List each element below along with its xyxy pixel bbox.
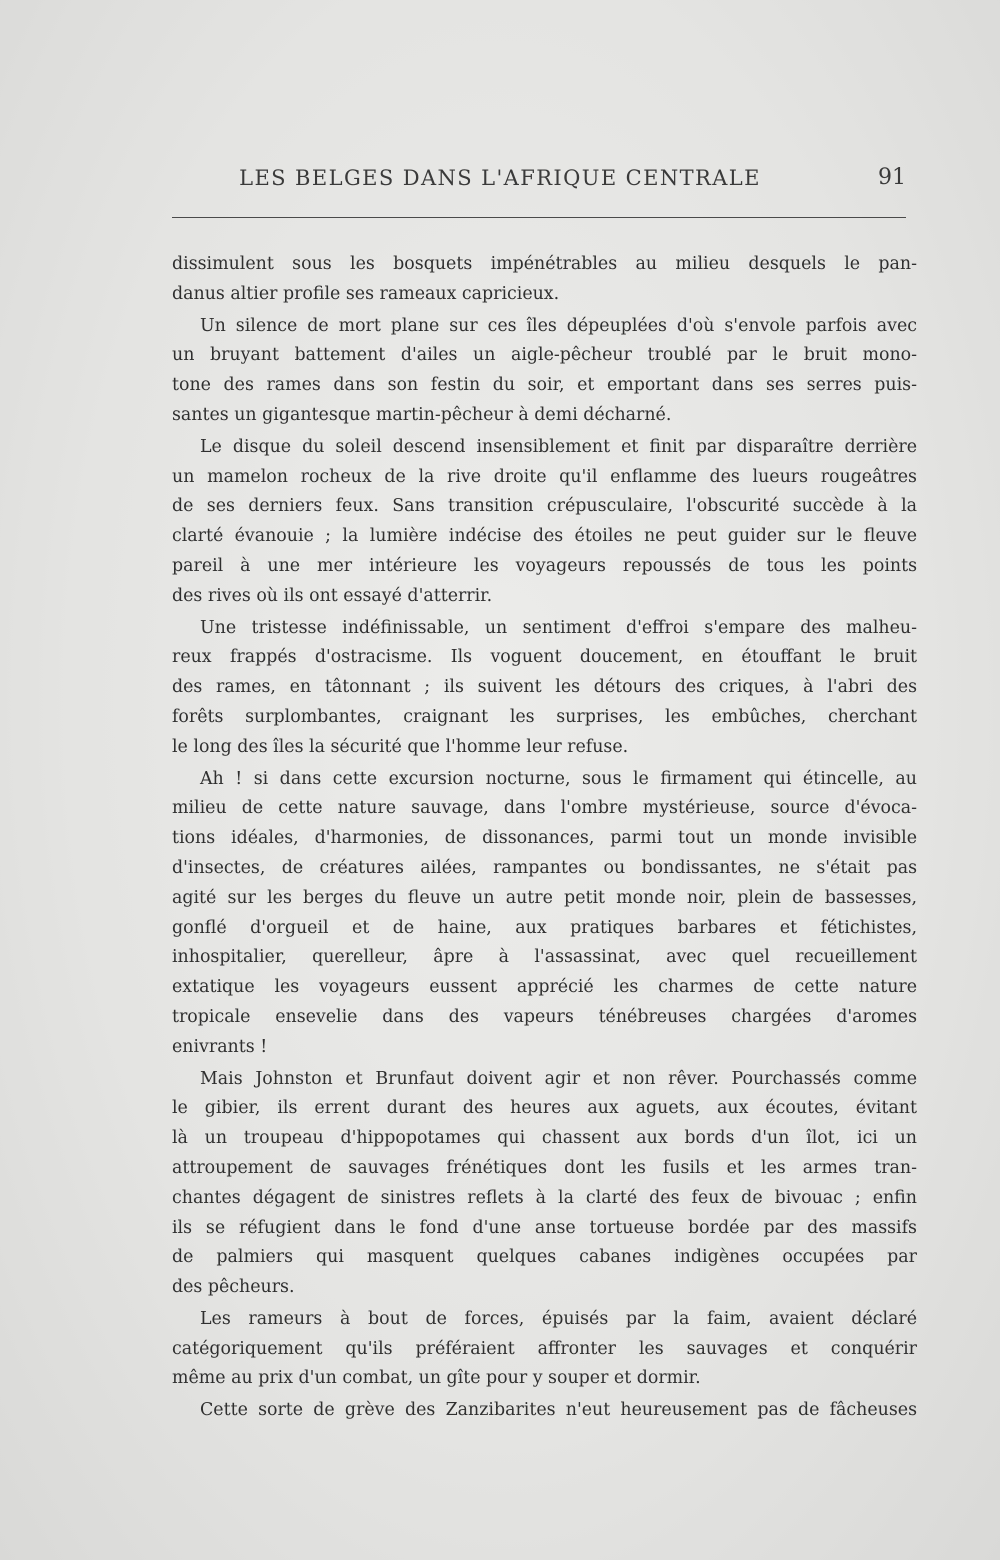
text-line: de ses derniers feux. Sans transition crépusculaire, l'obscurité succède à la [172,496,917,517]
text-line: milieu de cette nature sauvage, dans l'ombre mystérieuse, source d'évoca- [172,798,917,819]
text-line: reux frappés d'ostracisme. Ils voguent doucement, en étouffant le bruit [172,647,917,668]
paragraph [172,312,917,431]
text-line: des rames, en tâtonnant ; ils suivent les détours des criques, à l'abri des [172,677,917,698]
page-number: 91 [878,165,906,190]
text-line: des pêcheurs. [172,1277,295,1298]
text-line: agité sur les berges du fleuve un autre petit monde noir, plein de bassesses, [172,887,917,908]
paragraph [172,1396,917,1426]
text-line: Un silence de mort plane sur ces îles dépeuplées d'où s'envole parfois avec [200,315,917,336]
header-rule [172,217,906,218]
text-line: un mamelon rocheux de la rive droite qu'il enflamme des lueurs rougeâtres [172,466,917,487]
text-line: enivrants ! [172,1036,268,1057]
text-line: santes un gigantesque martin-pêcheur à demi décharné. [172,404,672,425]
text-line: Mais Johnston et Brunfaut doivent agir et non rêver. Pourchassés comme [200,1068,917,1089]
text-line: forêts surplombantes, craignant les surprises, les embûches, cherchant [172,706,917,727]
text-line: danus altier profile ses rameaux capricieux. [172,283,560,304]
paragraph [172,250,917,310]
text-line: gonflé d'orgueil et de haine, aux pratiques barbares et fétichistes, [172,917,917,938]
text-line: des rives où ils ont essayé d'atterrir. [172,585,493,606]
text-line: catégoriquement qu'ils préféraient affronter les sauvages et conquérir [172,1338,917,1359]
text-line: Cette sorte de grève des Zanzibarites n'eut heureusement pas de fâcheuses [200,1400,917,1421]
text-line: le gibier, ils errent durant des heures aux aguets, aux écoutes, évitant [172,1098,917,1119]
paragraph [172,765,917,1063]
text-line: ils se réfugient dans le fond d'une anse tortueuse bordée par des massifs [172,1217,917,1238]
running-title: LES BELGES DANS L'AFRIQUE CENTRALE [239,166,761,190]
text-line: pareil à une mer intérieure les voyageurs repoussés de tous les points [172,555,917,576]
text-line: Le disque du soleil descend insensiblement et finit par disparaître derrière [200,436,917,457]
text-line: inhospitalier, querelleur, âpre à l'assassinat, avec quel recueillement [172,947,917,968]
text-line: même au prix d'un combat, un gîte pour y souper et dormir. [172,1368,701,1389]
text-line: extatique les voyageurs eussent apprécié les charmes de cette nature [172,977,917,998]
text-line: tions idéales, d'harmonies, de dissonances, parmi tout un monde invisible [172,828,917,849]
paragraph [172,614,917,763]
paragraph [172,1305,917,1394]
text-line: dissimulent sous les bosquets impénétrables au milieu desquels le pan- [172,254,917,274]
text-line: Une tristesse indéfinissable, un sentiment d'effroi s'empare des malheu- [200,617,917,638]
body-text [172,250,917,1426]
text-line: Les rameurs à bout de forces, épuisés par la faim, avaient déclaré [200,1308,917,1329]
text-line: de palmiers qui masquent quelques cabanes indigènes occupées par [172,1247,917,1268]
text-line: le long des îles la sécurité que l'homme leur refuse. [172,736,629,757]
text-line: tropicale ensevelie dans des vapeurs ténébreuses chargées d'aromes [172,1006,917,1027]
text-line: tone des rames dans son festin du soir, et emportant dans ses serres puis- [172,375,917,396]
text-line: là un troupeau d'hippopotames qui chassent aux bords d'un îlot, ici un [172,1128,917,1149]
running-head [170,160,910,196]
paragraph [172,433,917,612]
text-line: chantes dégagent de sinistres reflets à la clarté des feux de bivouac ; enfin [172,1187,917,1208]
paragraph [172,1065,917,1303]
text-line: clarté évanouie ; la lumière indécise des étoiles ne peut guider sur le fleuve [172,526,917,547]
text-line: Ah ! si dans cette excursion nocturne, sous le firmament qui étincelle, au [200,768,917,789]
text-line: d'insectes, de créatures ailées, rampantes ou bondissantes, ne s'était pas [172,857,917,878]
text-line: attroupement de sauvages frénétiques dont les fusils et les armes tran- [172,1157,917,1178]
text-line: un bruyant battement d'ailes un aigle-pêcheur troublé par le bruit mono- [172,345,917,366]
